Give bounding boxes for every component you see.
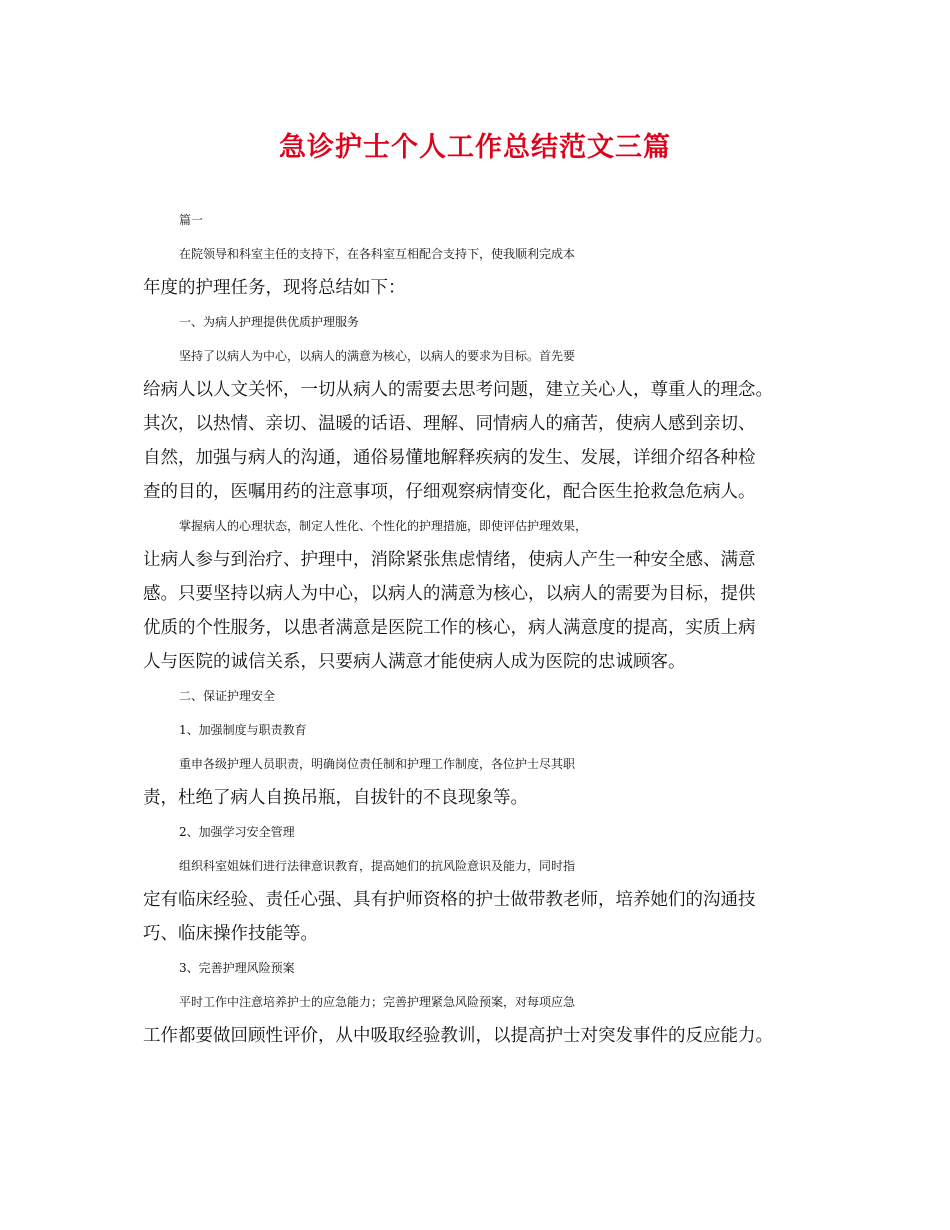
body-line: 优质的个性服务，以患者满意是医院工作的核心，病人满意度的提高，实质上病 <box>143 618 756 638</box>
body-line: 组织科室姐妹们进行法律意识教育，提高她们的抗风险意识及能力，同时指 <box>179 859 576 873</box>
body-line: 年度的护理任务，现将总结如下： <box>143 278 406 298</box>
body-line: 人与医院的诚信关系，只要病人满意才能使病人成为医院的忠诚顾客。 <box>143 652 686 672</box>
body-line: 自然，加强与病人的沟通，通俗易懂地解释疾病的发生、发展，详细介绍各种检 <box>143 448 756 468</box>
body-line: 责，杜绝了病人自换吊瓶，自拔针的不良现象等。 <box>143 788 528 808</box>
body-line: 二、保证护理安全 <box>179 689 276 703</box>
body-line: 其次，以热情、亲切、温暖的话语、理解、同情病人的痛苦，使病人感到亲切、 <box>143 414 756 434</box>
body-line: 定有临床经验、责任心强、具有护师资格的护士做带教老师，培养她们的沟通技 <box>143 890 756 910</box>
body-line: 篇一 <box>179 213 204 227</box>
body-line: 坚持了以病人为中心，以病人的满意为核心，以病人的要求为目标。首先要 <box>179 349 576 363</box>
document-title: 急诊护士个人工作总结范文三篇 <box>279 132 671 163</box>
body-line: 2、加强学习安全管理 <box>179 825 295 839</box>
body-line: 感。只要坚持以病人为中心，以病人的满意为核心，以病人的需要为目标，提供 <box>143 584 756 604</box>
body-line: 3、完善护理风险预案 <box>179 961 295 975</box>
body-line: 重申各级护理人员职责，明确岗位责任制和护理工作制度，各位护士尽其职 <box>179 757 576 771</box>
document-body <box>143 203 805 1053</box>
body-line: 1、加强制度与职责教育 <box>179 723 307 737</box>
body-line: 平时工作中注意培养护士的应急能力；完善护理紧急风险预案，对每项应急 <box>179 995 576 1009</box>
body-line: 让病人参与到治疗、护理中，消除紧张焦虑情绪，使病人产生一种安全感、满意 <box>143 550 756 570</box>
body-line: 在院领导和科室主任的支持下，在各科室互相配合支持下，使我顺利完成本 <box>179 247 576 261</box>
body-line: 一、为病人护理提供优质护理服务 <box>179 315 360 329</box>
body-line: 给病人以人文关怀，一切从病人的需要去思考问题，建立关心人，尊重人的理念。 <box>143 380 773 400</box>
body-line: 工作都要做回顾性评价，从中吸取经验教训，以提高护士对突发事件的反应能力。 <box>143 1026 773 1046</box>
body-line: 查的目的，医嘱用药的注意事项，仔细观察病情变化，配合医生抢救急危病人。 <box>143 482 756 502</box>
body-line: 掌握病人的心理状态，制定人性化、个性化的护理措施，即使评估护理效果， <box>179 519 588 533</box>
body-line: 巧、临床操作技能等。 <box>143 924 318 944</box>
